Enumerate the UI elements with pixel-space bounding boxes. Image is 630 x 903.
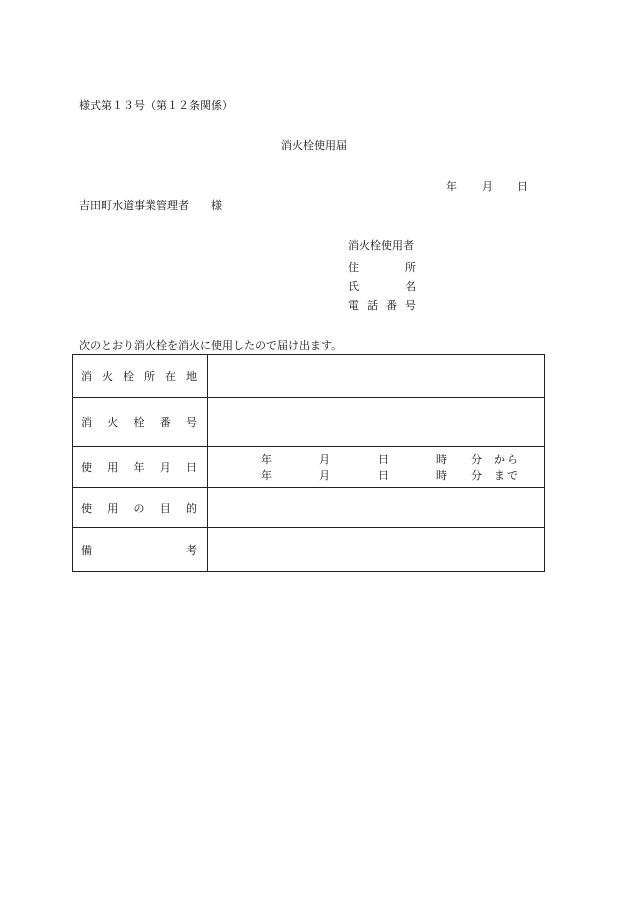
name-char: 名 [405, 280, 416, 293]
date-year: 年 [446, 180, 457, 193]
purpose-label: 使 用 の 目 的 [73, 488, 208, 528]
usage-date-field[interactable] [208, 447, 545, 488]
phone-char: 電 [348, 299, 359, 312]
hydrant-number-field[interactable] [208, 398, 545, 447]
address-char: 住 [348, 261, 359, 274]
phone-char: 番 [386, 299, 397, 312]
usage-from-line: 年 月 日 時 分 から [261, 453, 520, 466]
remarks-label: 備 考 [73, 528, 208, 572]
remarks-field[interactable] [208, 528, 545, 572]
applicant-address-label [348, 259, 416, 275]
name-char: 氏 [348, 280, 359, 293]
applicant-phone-label [348, 297, 416, 313]
hydrant-number-label: 消 火 栓 番 号 [73, 398, 208, 447]
statement: 次のとおり消火栓を消火に使用したので届け出ます。 [79, 339, 343, 352]
usage-to-line: 年 月 日 時 分 まで [261, 469, 520, 482]
phone-char: 話 [367, 299, 378, 312]
purpose-field[interactable] [208, 488, 545, 528]
hydrant-usage-table [72, 354, 545, 572]
table-row [73, 398, 545, 447]
table-row [73, 528, 545, 572]
document-title: 消火栓使用届 [281, 139, 347, 152]
location-label: 消 火 栓 所 在 地 [73, 355, 208, 398]
applicant-heading: 消火栓使用者 [348, 239, 414, 252]
address-char: 所 [405, 261, 416, 274]
date-month: 月 [482, 180, 493, 193]
applicant-name-label [348, 278, 416, 294]
table-row [73, 488, 545, 528]
table-row [73, 355, 545, 398]
table-row [73, 447, 545, 488]
date-day: 日 [517, 180, 528, 193]
location-field[interactable] [208, 355, 545, 398]
usage-date-label: 使 用 年 月 日 [73, 447, 208, 488]
form-number: 様式第１３号（第１２条関係） [79, 99, 233, 112]
addressee: 吉田町水道事業管理者 様 [79, 199, 222, 212]
phone-char: 号 [405, 299, 416, 312]
